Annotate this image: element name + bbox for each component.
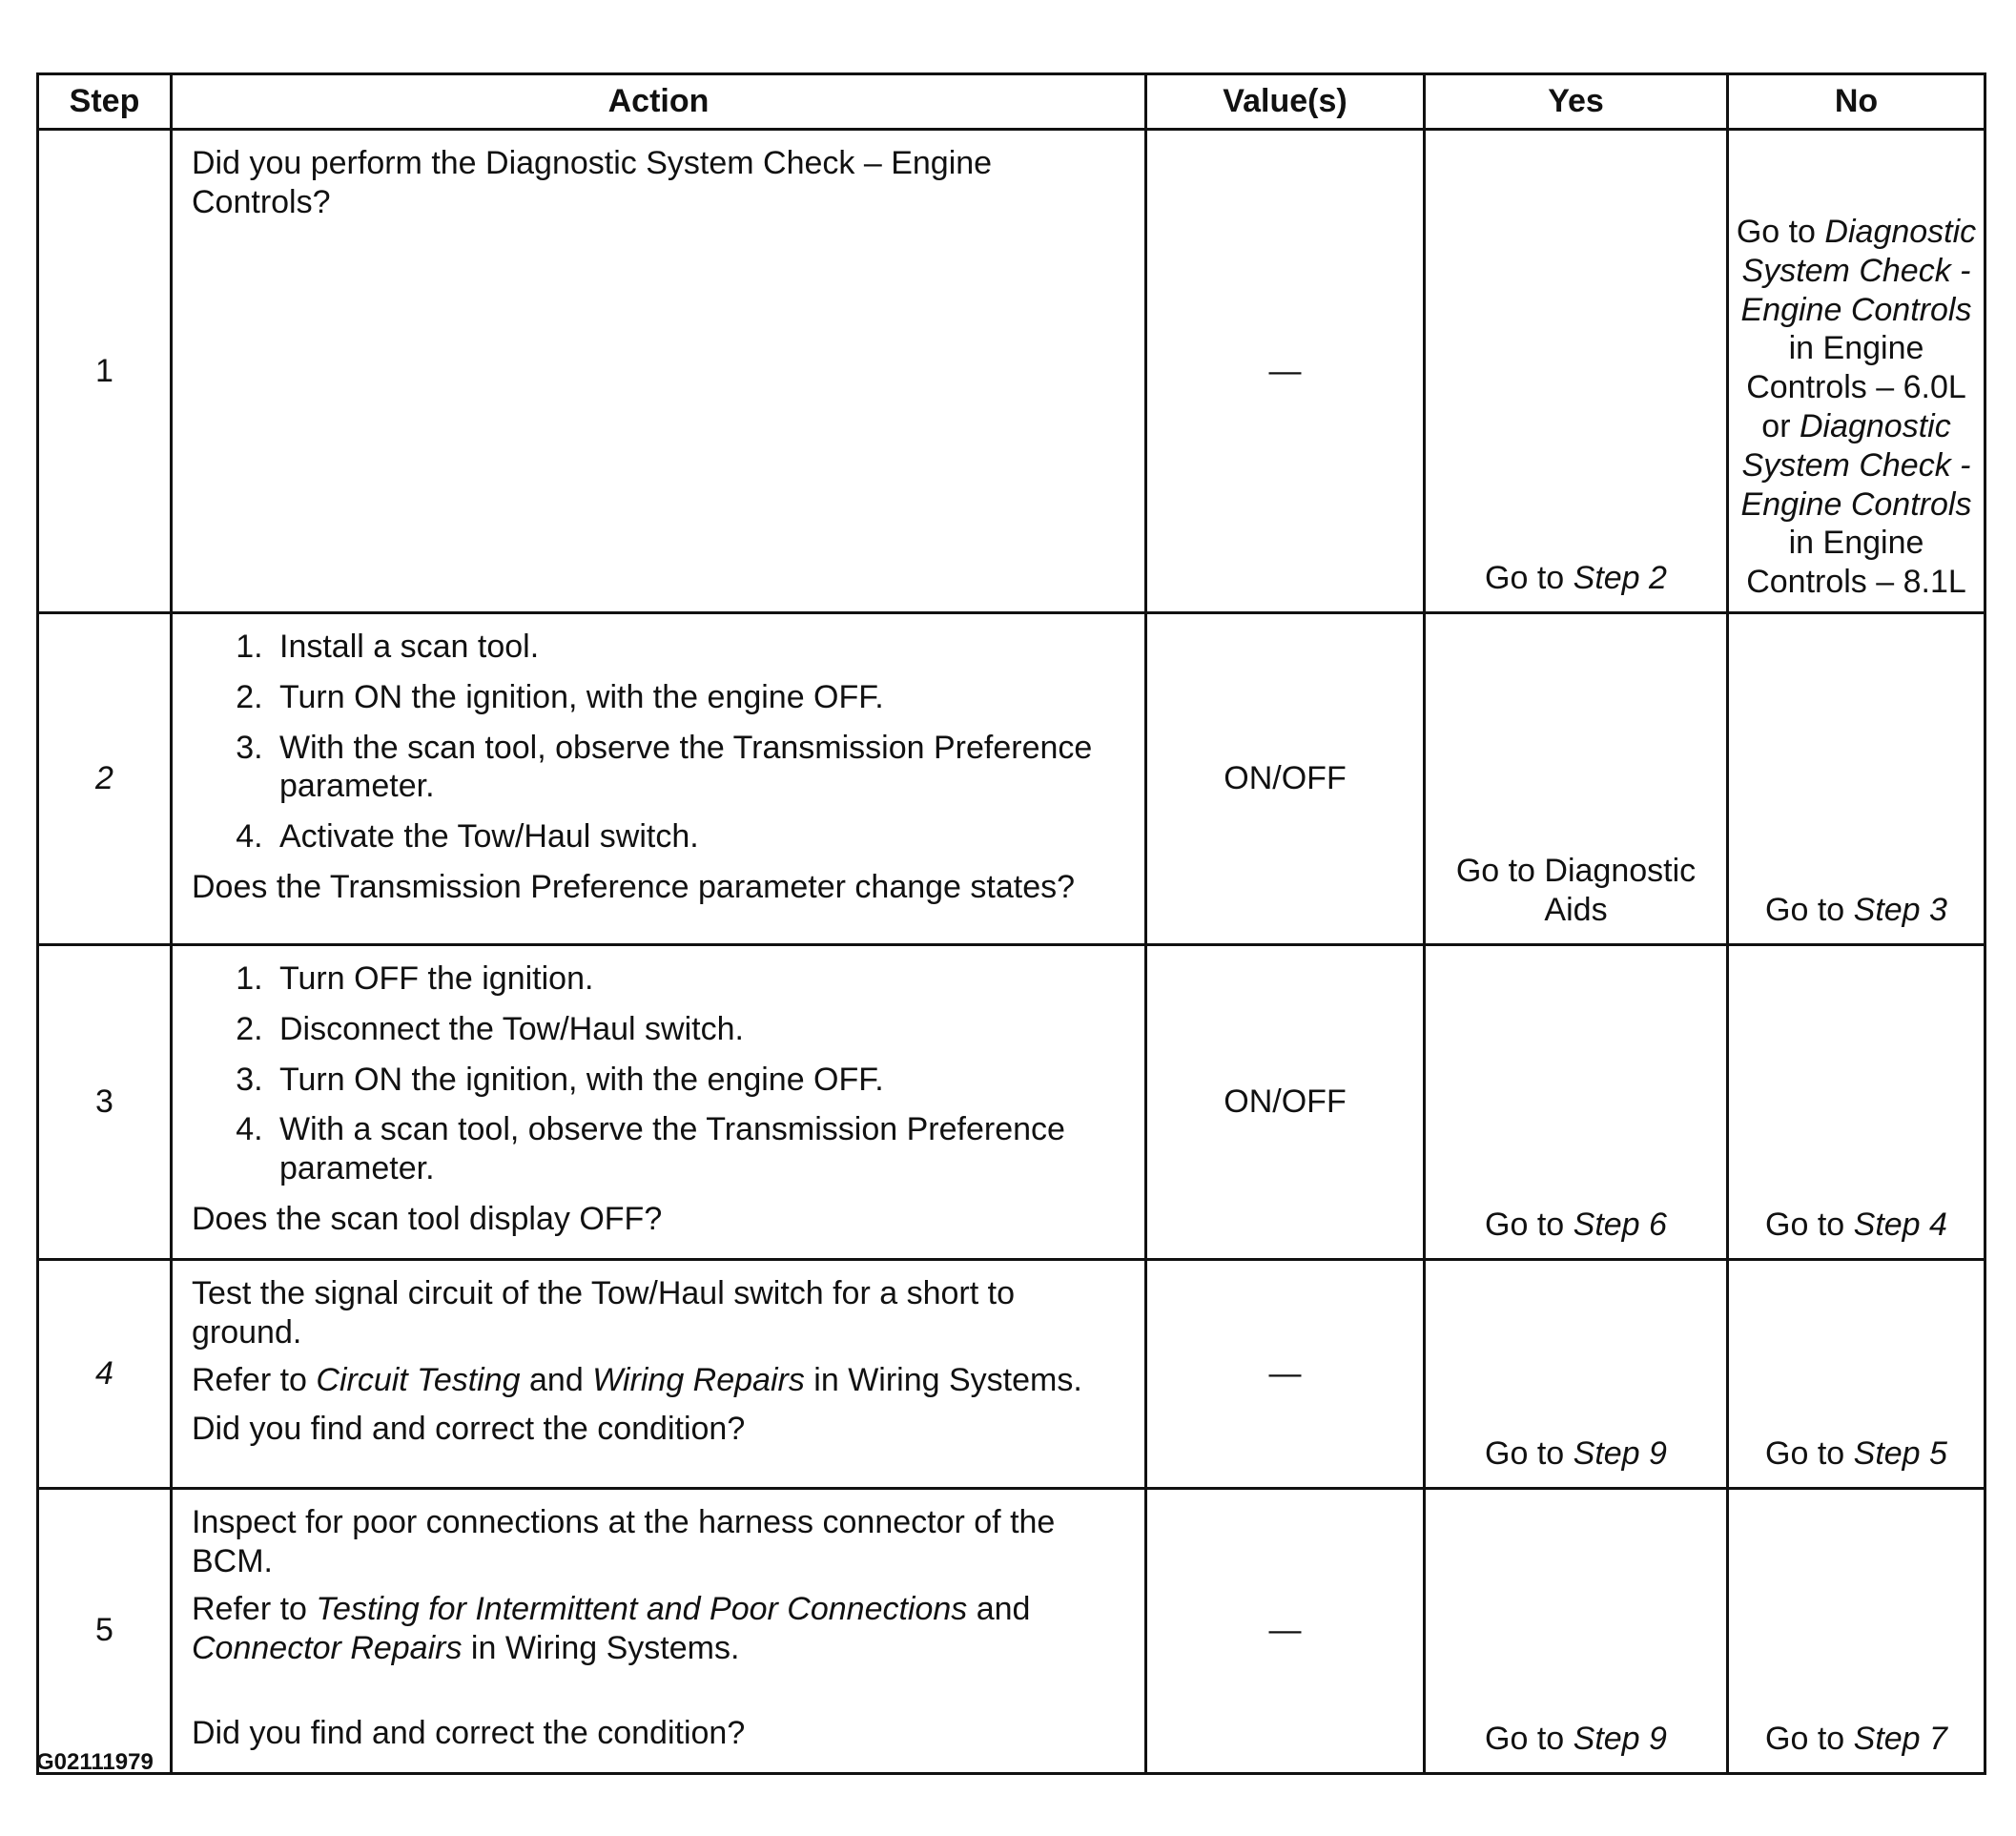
action-refer [192,1361,1125,1400]
header-no: No [1728,74,1985,130]
yes-cell [1425,1488,1728,1773]
yes-step-link[interactable]: Step 9 [1573,1434,1667,1472]
refer-text: and [967,1591,1031,1628]
step-number: 5 [38,1488,172,1773]
action-step-item: 3. Turn ON the ignition, with the engine OFF. [272,1061,1125,1100]
table-row-step-2 [38,613,1985,945]
header-row [38,74,1985,130]
value-cell: — [1146,1488,1425,1773]
action-step-item: 2. Disconnect the Tow/Haul switch. [272,1010,1125,1049]
no-cell [1728,1259,1985,1488]
diagnostic-table [36,72,1986,1775]
yes-step-link[interactable]: Step 9 [1573,1720,1667,1757]
action-step-item: 2. Turn ON the ignition, with the engine OFF. [272,678,1125,717]
action-question: Does the scan tool display OFF? [192,1200,663,1237]
yes-prefix: Go to [1485,1720,1574,1757]
yes-cell [1425,1259,1728,1488]
action-steps [192,628,1125,856]
yes-prefix: Go to [1485,1206,1574,1243]
no-cell [1728,130,1985,613]
action-text: Test the signal circuit of the Tow/Haul switch for a short to ground. [192,1274,1015,1351]
no-prefix: Go to [1765,1206,1854,1243]
no-cell [1728,1488,1985,1773]
value-cell: ON/OFF [1146,613,1425,945]
value-cell: — [1146,1259,1425,1488]
header-action: Action [172,74,1146,130]
yes-cell [1425,130,1728,613]
link-connector-repairs[interactable]: Connector Repairs [192,1630,463,1667]
no-link-diagnostic-check-6-0[interactable]: Diagnostic System Check - Engine Controls [1740,214,1977,328]
no-cell [1728,613,1985,945]
yes-step-link[interactable]: Step 2 [1573,560,1667,597]
header-yes: Yes [1425,74,1728,130]
no-text-1: Go to [1736,214,1825,251]
no-text-3: in Engine Controls – 6.0L or [1746,330,1966,445]
refer-text: in Wiring Systems. [804,1362,1082,1399]
no-step-link[interactable]: Step 4 [1853,1206,1947,1243]
yes-cell [1425,945,1728,1260]
no-link-diagnostic-check-8-1[interactable]: Diagnostic System Check - Engine Controls [1740,408,1972,523]
refer-text: in Wiring Systems. [462,1630,740,1667]
action-question: Did you find and correct the condition? [192,1411,746,1448]
header-step: Step [38,74,172,130]
no-step-link[interactable]: Step 5 [1853,1434,1947,1472]
action-cell [172,1259,1146,1488]
link-circuit-testing[interactable]: Circuit Testing [316,1362,521,1399]
figure-id: G02111979 [36,1749,154,1775]
action-step-item: 1. Install a scan tool. [272,628,1125,667]
yes-prefix: Go to [1485,560,1574,597]
no-step-link[interactable]: Step 7 [1853,1720,1947,1757]
table-row-step-4 [38,1259,1985,1488]
yes-step-link[interactable]: Step 6 [1573,1206,1667,1243]
action-refer [192,1590,1125,1668]
action-cell [172,945,1146,1260]
action-text: Did you perform the Diagnostic System Check – Engine Controls? [192,145,993,220]
yes-prefix: Go to [1485,1434,1574,1472]
no-text-5: in Engine Controls – 8.1L [1746,525,1966,601]
refer-text: and [520,1362,593,1399]
no-prefix: Go to [1765,1720,1854,1757]
yes-cell [1425,613,1728,945]
action-step-item: 1. Turn OFF the ignition. [272,959,1125,999]
action-step-item: 4. Activate the Tow/Haul switch. [272,817,1125,856]
no-prefix: Go to [1765,1434,1854,1472]
action-cell [172,613,1146,945]
action-step-item: 4. With a scan tool, observe the Transmission Preference parameter. [272,1110,1125,1188]
value-cell: — [1146,130,1425,613]
action-steps [192,959,1125,1188]
action-question: Did you find and correct the condition? [192,1714,746,1751]
no-cell [1728,945,1985,1260]
table-row-step-1 [38,130,1985,613]
yes-link-diagnostic-aids[interactable]: Go to Diagnostic Aids [1455,853,1697,929]
no-step-link[interactable]: Step 3 [1853,892,1947,929]
table-row-step-3 [38,945,1985,1260]
step-number: 4 [38,1259,172,1488]
refer-text: Refer to [192,1591,317,1628]
action-cell [172,130,1146,613]
value-cell: ON/OFF [1146,945,1425,1260]
action-text: Inspect for poor connections at the harness connector of the BCM. [192,1503,1056,1579]
no-prefix: Go to [1765,892,1854,929]
table-row-step-5 [38,1488,1985,1773]
action-step-item: 3. With the scan tool, observe the Transmission Preference parameter. [272,729,1125,807]
action-question: Does the Transmission Preference parameter change states? [192,868,1076,905]
header-values: Value(s) [1146,74,1425,130]
link-wiring-repairs[interactable]: Wiring Repairs [592,1362,805,1399]
step-number: 2 [38,613,172,945]
action-cell [172,1488,1146,1773]
refer-text: Refer to [192,1362,317,1399]
step-number: 1 [38,130,172,613]
link-testing-intermittent-poor-connections[interactable]: Testing for Intermittent and Poor Connections [316,1591,968,1628]
step-number: 3 [38,945,172,1260]
